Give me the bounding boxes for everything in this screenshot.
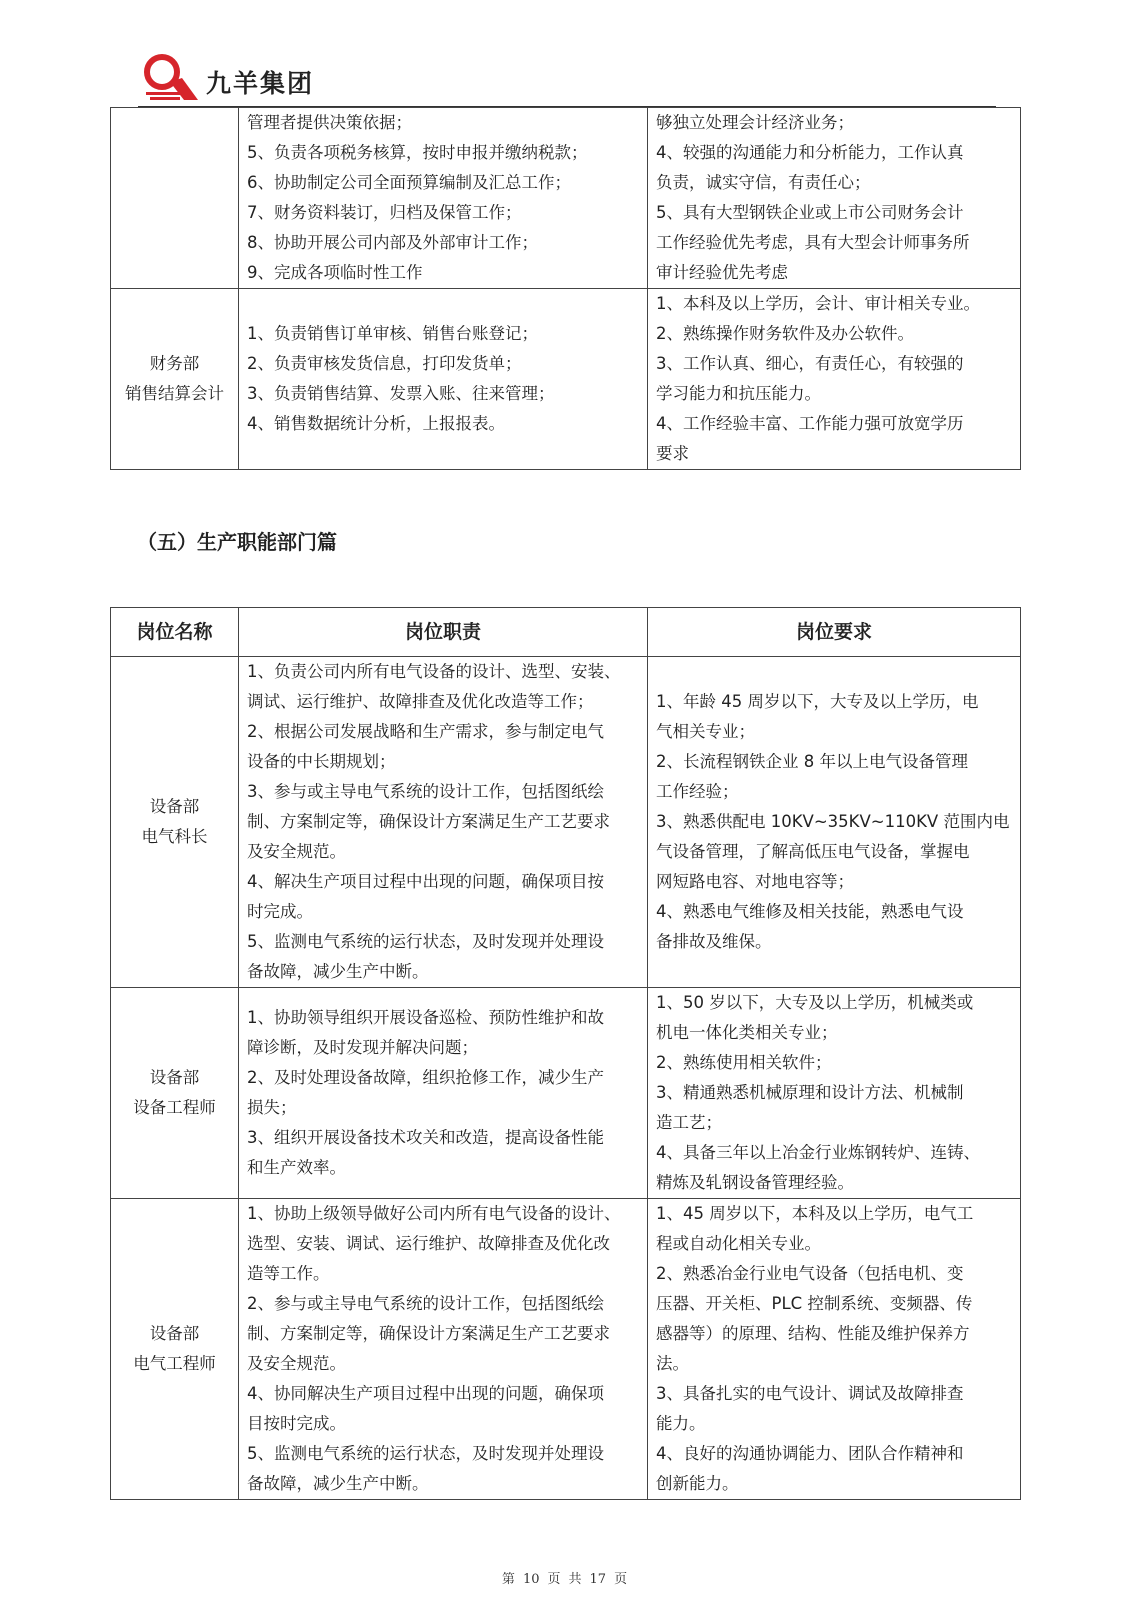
cell-text-line: 气设备管理，了解高低压电气设备，掌握电 bbox=[656, 842, 970, 861]
cell-text-line: 2、参与或主导电气系统的设计工作，包括图纸绘 bbox=[247, 1294, 604, 1313]
position-duties-cell bbox=[239, 657, 648, 988]
cell-text-line: 及安全规范。 bbox=[247, 1354, 346, 1373]
cell-text-line: 调试、运行维护、故障排查及优化改造等工作； bbox=[247, 692, 594, 711]
cell-text-line: 2、长流程钢铁企业 8 年以上电气设备管理 bbox=[656, 752, 968, 771]
position-requirements-cell bbox=[648, 1199, 1021, 1500]
cell-text-line: 压器、开关柜、PLC 控制系统、变频器、传 bbox=[656, 1294, 973, 1313]
cell-text-line: 审计经验优先考虑 bbox=[656, 263, 788, 282]
cell-text-line: 负责，诚实守信，有责任心； bbox=[656, 173, 871, 192]
position-duties-cell bbox=[239, 289, 648, 470]
cell-text-line: 制、方案制定等，确保设计方案满足生产工艺要求 bbox=[247, 1324, 610, 1343]
cell-text-line: 4、较强的沟通能力和分析能力，工作认真 bbox=[656, 143, 964, 162]
cell-text-line: 网短路电容、对地电容等； bbox=[656, 872, 854, 891]
company-logo-icon bbox=[140, 52, 202, 104]
cell-text-line: 造工艺； bbox=[656, 1113, 722, 1132]
cell-text-line: 5、监测电气系统的运行状态，及时发现并处理设 bbox=[247, 932, 604, 951]
table-row bbox=[111, 108, 1021, 289]
cell-text-line: 9、完成各项临时性工作 bbox=[247, 263, 423, 282]
cell-text-line: 电气科长 bbox=[141, 827, 208, 846]
position-requirements-cell bbox=[648, 657, 1021, 988]
cell-text-line: 设备的中长期规划； bbox=[247, 752, 396, 771]
footer-total-label: 共 bbox=[568, 1572, 582, 1587]
cell-text-line: 1、45 周岁以下，本科及以上学历，电气工 bbox=[656, 1204, 974, 1223]
cell-text-line: 学习能力和抗压能力。 bbox=[656, 384, 821, 403]
cell-text-line: 1、负责销售订单审核、销售台账登记； bbox=[247, 324, 538, 343]
cell-text-line: 设备部 bbox=[149, 797, 200, 816]
cell-text-line: 4、销售数据统计分析，上报报表。 bbox=[247, 414, 505, 433]
cell-text-line: 损失； bbox=[247, 1098, 297, 1117]
position-duties-cell bbox=[239, 108, 648, 289]
cell-text-line: 3、熟悉供配电 10KV~35KV~110KV 范围内电 bbox=[656, 812, 1010, 831]
cell-text-line: 时完成。 bbox=[247, 902, 313, 921]
cell-text-line: 及安全规范。 bbox=[247, 842, 346, 861]
header-position-duties: 岗位职责 bbox=[239, 608, 648, 657]
position-name-cell bbox=[111, 1199, 239, 1500]
position-name-cell bbox=[111, 657, 239, 988]
cell-text-line: 3、组织开展设备技术攻关和改造，提高设备性能 bbox=[247, 1128, 604, 1147]
cell-text-line: 2、及时处理设备故障，组织抢修工作，减少生产 bbox=[247, 1068, 604, 1087]
cell-text-line: 4、熟悉电气维修及相关技能，熟悉电气设 bbox=[656, 902, 964, 921]
position-duties-cell bbox=[239, 1199, 648, 1500]
cell-text-line: 2、熟练操作财务软件及办公软件。 bbox=[656, 324, 914, 343]
cell-text-line: 要求 bbox=[656, 444, 689, 463]
company-name: 九羊集团 bbox=[206, 69, 315, 98]
cell-text-line: 2、负责审核发货信息，打印发货单； bbox=[247, 354, 522, 373]
cell-text-line: 6、协助制定公司全面预算编制及汇总工作； bbox=[247, 173, 571, 192]
cell-text-line: 4、解决生产项目过程中出现的问题，确保项目按 bbox=[247, 872, 604, 891]
position-requirements-cell bbox=[648, 988, 1021, 1199]
position-name-cell bbox=[111, 108, 239, 289]
cell-text-line: 精炼及轧钢设备管理经验。 bbox=[656, 1173, 854, 1192]
cell-text-line: 7、财务资料装订，归档及保管工作； bbox=[247, 203, 522, 222]
cell-text-line: 设备部 bbox=[149, 1324, 200, 1343]
cell-text-line: 4、具备三年以上冶金行业炼钢转炉、连铸、 bbox=[656, 1143, 980, 1162]
cell-text-line: 销售结算会计 bbox=[125, 384, 224, 403]
header-position-name: 岗位名称 bbox=[111, 608, 239, 657]
table-row bbox=[111, 1199, 1021, 1500]
cell-text-line: 能力。 bbox=[656, 1414, 706, 1433]
cell-text-line: 障诊断，及时发现并解决问题； bbox=[247, 1038, 478, 1057]
cell-text-line: 和生产效率。 bbox=[247, 1158, 346, 1177]
cell-text-line: 造等工作。 bbox=[247, 1264, 330, 1283]
cell-text-line: 4、协同解决生产项目过程中出现的问题，确保项 bbox=[247, 1384, 604, 1403]
table-row bbox=[111, 657, 1021, 988]
cell-text-line: 电气工程师 bbox=[133, 1354, 216, 1373]
cell-text-line: 目按时完成。 bbox=[247, 1414, 346, 1433]
cell-text-line: 工作经验； bbox=[656, 782, 739, 801]
cell-text-line: 备故障，减少生产中断。 bbox=[247, 1474, 429, 1493]
cell-text-line: 工作经验优先考虑，具有大型会计师事务所 bbox=[656, 233, 970, 252]
cell-text-line: 1、协助领导组织开展设备巡检、预防性维护和故 bbox=[247, 1008, 604, 1027]
position-requirements-cell bbox=[648, 289, 1021, 470]
cell-text-line: 3、工作认真、细心，有责任心，有较强的 bbox=[656, 354, 964, 373]
table-row bbox=[111, 289, 1021, 470]
section-title: （五）生产职能部门篇 bbox=[137, 530, 337, 554]
cell-text-line: 备故障，减少生产中断。 bbox=[247, 962, 429, 981]
cell-text-line: 1、本科及以上学历，会计、审计相关专业。 bbox=[656, 294, 980, 313]
cell-text-line: 创新能力。 bbox=[656, 1474, 739, 1493]
cell-text-line: 1、负责公司内所有电气设备的设计、选型、安装、 bbox=[247, 662, 621, 681]
table-header-row bbox=[111, 608, 1021, 657]
position-requirements-cell bbox=[648, 108, 1021, 289]
table-row bbox=[111, 988, 1021, 1199]
cell-text-line: 程或自动化相关专业。 bbox=[656, 1234, 821, 1253]
footer-page-label: 页 bbox=[547, 1572, 561, 1587]
cell-text-line: 1、协助上级领导做好公司内所有电气设备的设计、 bbox=[247, 1204, 621, 1223]
cell-text-line: 够独立处理会计经济业务； bbox=[656, 113, 854, 132]
cell-text-line: 备排故及维保。 bbox=[656, 932, 772, 951]
cell-text-line: 法。 bbox=[656, 1354, 689, 1373]
cell-text-line: 制、方案制定等，确保设计方案满足生产工艺要求 bbox=[247, 812, 610, 831]
cell-text-line: 管理者提供决策依据； bbox=[247, 113, 412, 132]
footer-suffix: 页 bbox=[614, 1572, 628, 1587]
cell-text-line: 设备部 bbox=[149, 1068, 200, 1087]
cell-text-line: 1、年龄 45 周岁以下，大专及以上学历，电 bbox=[656, 692, 979, 711]
cell-text-line: 3、具备扎实的电气设计、调试及故障排查 bbox=[656, 1384, 964, 1403]
cell-text-line: 财务部 bbox=[149, 354, 200, 373]
cell-text-line: 5、负责各项税务核算，按时申报并缴纳税款； bbox=[247, 143, 588, 162]
cell-text-line: 4、良好的沟通协调能力、团队合作精神和 bbox=[656, 1444, 964, 1463]
cell-text-line: 5、具有大型钢铁企业或上市公司财务会计 bbox=[656, 203, 964, 222]
cell-text-line: 选型、安装、调试、运行维护、故障排查及优化改 bbox=[247, 1234, 610, 1253]
cell-text-line: 2、熟练使用相关软件； bbox=[656, 1053, 832, 1072]
footer-total-pages: 17 bbox=[589, 1572, 607, 1587]
page-header bbox=[140, 52, 1000, 107]
position-name-cell bbox=[111, 988, 239, 1199]
page-footer bbox=[0, 1568, 1129, 1587]
footer-prefix: 第 bbox=[501, 1572, 515, 1587]
cell-text-line: 机电一体化类相关专业； bbox=[656, 1023, 838, 1042]
cell-text-line: 4、工作经验丰富、工作能力强可放宽学历 bbox=[656, 414, 964, 433]
header-position-requirements: 岗位要求 bbox=[648, 608, 1021, 657]
position-name-cell bbox=[111, 289, 239, 470]
cell-text-line: 气相关专业； bbox=[656, 722, 755, 741]
cell-text-line: 2、根据公司发展战略和生产需求，参与制定电气 bbox=[247, 722, 604, 741]
position-duties-cell bbox=[239, 988, 648, 1199]
cell-text-line: 3、精通熟悉机械原理和设计方法、机械制 bbox=[656, 1083, 964, 1102]
cell-text-line: 感器等）的原理、结构、性能及维护保养方 bbox=[656, 1324, 970, 1343]
cell-text-line: 8、协助开展公司内部及外部审计工作； bbox=[247, 233, 538, 252]
production-jobs-table bbox=[110, 607, 1021, 1500]
footer-page-number: 10 bbox=[522, 1572, 540, 1587]
cell-text-line: 设备工程师 bbox=[133, 1098, 216, 1117]
cell-text-line: 2、熟悉冶金行业电气设备（包括电机、变 bbox=[656, 1264, 964, 1283]
cell-text-line: 5、监测电气系统的运行状态，及时发现并处理设 bbox=[247, 1444, 604, 1463]
cell-text-line: 1、50 岁以下，大专及以上学历，机械类或 bbox=[656, 993, 974, 1012]
cell-text-line: 3、负责销售结算、发票入账、往来管理； bbox=[247, 384, 555, 403]
cell-text-line: 3、参与或主导电气系统的设计工作，包括图纸绘 bbox=[247, 782, 604, 801]
job-table-continued bbox=[110, 107, 1021, 470]
